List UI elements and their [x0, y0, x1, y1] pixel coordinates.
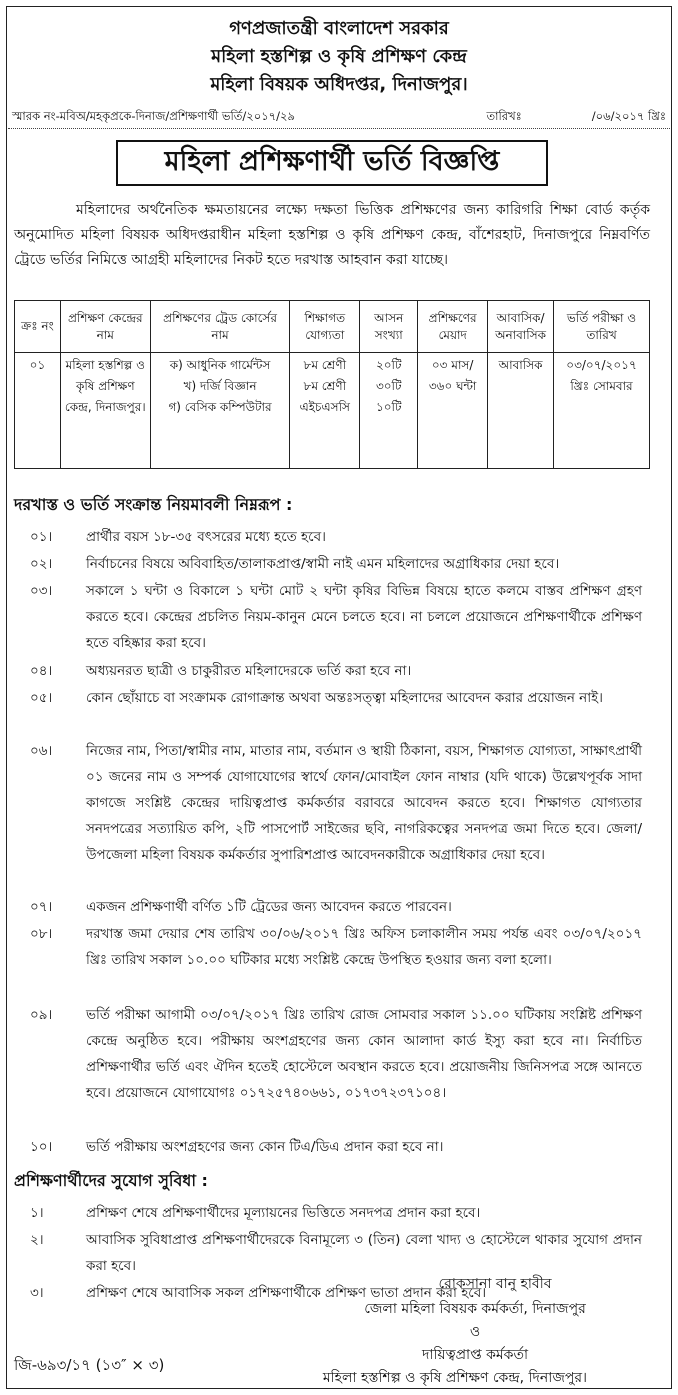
cell-serial: ০১ [15, 353, 61, 469]
rule-number: ০৪। [30, 663, 53, 679]
intro-paragraph: মহিলাদের অর্থনৈতিক ক্ষমতায়নের লক্ষ্যে দক্ষতা ভিত্তিক প্রশিক্ষণের জন্য কারিগরি শিক্ষা বোর্ড কর্তৃক অনুমোদিত মহিলা বিষয়ক অধিদপ্তরাধীন মহিলা হস্তশিল্প ও কৃষি প্রশিক্ষণ কেন্দ্র, বাঁশেরহাট, দিনাজপুরে নিম্নবর্ণিত ট্রেডে ভর্তির নিমিত্তে আগ্রহী মহিলাদের নিকট হতে দরখাস্ত আহবান করা যাচ্ছে। [14, 202, 650, 268]
seat-item: ৩০টি [375, 379, 402, 393]
signatory-office: মহিলা হস্তশিল্প ও কৃষি প্রশিক্ষণ কেন্দ্র, দিনাজপুর। [322, 1370, 588, 1386]
rule-number: ০৫। [30, 690, 53, 706]
rule-text: দরখাস্ত জমা দেয়ার শেষ তারিখ ৩০/০৬/২০১৭ খ্রিঃ অফিস চলাকালীন সময় পর্যন্ত এবং ০৩/০৭/২০১৭ খ্রিঃ তারিখ সকাল ১০.০০ ঘটিকার মধ্যে সংশ্লিষ্ট কেন্দ্রে উপস্থিত হওয়ার জন্য বলা হলো। [86, 926, 642, 968]
memo-number: স্মারক নং-মবিঅ/মহকৃপ্রকে-দিনাজ/প্রশিক্ষণার্থী ভর্তি/২০১৭/২৯ [12, 109, 295, 123]
rule-text: অধ্যয়নরত ছাত্রী ও চাকুরীরত মহিলাদেরকে ভর্তি করা হবে না। [86, 663, 412, 679]
signatory-name: রোকসানা বানু হাবীব [438, 1276, 552, 1292]
rule-text: সকালে ১ ঘন্টা ও বিকালে ১ ঘন্টা মোট ২ ঘন্টা কৃষির বিভিন্ন বিষয়ে হাতে কলমে বাস্তব প্রশিক্ষণ গ্রহণ করতে হবে। কেন্দ্রের প্রচলিত নিয়ম-কানুন মেনে চলতে হবে। না চললে প্রয়োজনে প্রশিক্ষণার্থীকে প্রশিক্ষণ হতে বহিষ্কার করা হবে। [86, 583, 642, 651]
seat-item: ২০টি [375, 358, 402, 372]
rule-number: ০৯। [30, 1007, 53, 1023]
benefits-heading: প্রশিক্ষণার্থীদের সুযোগ সুবিধা : [14, 1171, 208, 1190]
seat-item: ১০টি [375, 400, 402, 414]
date-value: /০৬/২০১৭ খ্রিঃ [591, 109, 666, 123]
cell-seats [360, 353, 418, 469]
benefit-number: ২। [30, 1232, 44, 1248]
signatory-designation: জেলা মহিলা বিষয়ক কর্মকর্তা, দিনাজপুর [364, 1301, 586, 1317]
benefit-text: প্রশিক্ষণ শেষে আবাসিক সকল প্রশিক্ষণার্থীকে প্রশিক্ষণ ভাতা প্রদান করা হবে। [86, 1285, 487, 1301]
qualification-item: এইচএসসি [299, 400, 350, 414]
govt-header: গণপ্রজাতন্ত্রী বাংলাদেশ সরকার [229, 18, 449, 39]
header-serial: ক্রঃ নং [15, 301, 61, 353]
header-divider [8, 128, 670, 129]
header-center: প্রশিক্ষণ কেন্দ্রের নাম [60, 301, 150, 353]
header-duration: প্রশিক্ষণের মেয়াদ [418, 301, 488, 353]
trade-item: গ) বেসিক কম্পিউটার [168, 400, 272, 414]
cell-residential: আবাসিক [488, 353, 554, 469]
cell-exam-date: ০৩/০৭/২০১৭ খ্রিঃ সোমবার [554, 353, 650, 469]
center-name-header: মহিলা হস্তশিল্প ও কৃষি প্রশিক্ষণ কেন্দ্র [211, 46, 467, 67]
cell-trades [150, 353, 290, 469]
rule-number: ০২। [30, 556, 53, 572]
table-row [15, 353, 650, 469]
rule-text: ভর্তি পরীক্ষা আগামী ০৩/০৭/২০১৭ খ্রিঃ তারিখ রোজ সোমবার সকাল ১১.০০ ঘটিকায় সংশ্লিষ্ট প্রশিক্ষণ কেন্দ্রে অনুষ্ঠিত হবে। পরীক্ষায় অংশগ্রহণের জন্য কোন আলাদা কার্ড ইস্যু করা হবে না। নির্বাচিত প্রশিক্ষণার্থীর ভর্তি এবং ঐদিন হতেই হোস্টেলে অবস্থান করতে হবে। প্রয়োজনীয় জিনিসপত্র সঙ্গে আনতে হবে। প্রয়োজনে যোগাযোগঃ ০১৭২৫৭৪০৬৬১, ০১৭৩৭২৩৭১০৪। [86, 1007, 642, 1101]
table-header-row [15, 301, 650, 353]
publication-reference: জি-৬৯৩/১৭ (১৩″ × ৩) [14, 1356, 165, 1374]
cell-qualifications [290, 353, 360, 469]
notice-title: মহিলা প্রশিক্ষণার্থী ভর্তি বিজ্ঞপ্তি [116, 140, 548, 186]
header-seats: আসন সংখ্যা [360, 301, 418, 353]
rule-text: একজন প্রশিক্ষণার্থী বর্ণিত ১টি ট্রেডের জন্য আবেদন করতে পারবেন। [86, 899, 452, 915]
rule-number: ১০। [30, 1139, 53, 1155]
rule-text: প্রার্থীর বয়স ১৮-৩৫ বৎসরের মধ্যে হতে হবে। [86, 529, 326, 545]
qualification-item: ৮ম শ্রেণী [303, 379, 347, 393]
cell-duration: ০৩ মাস/ ৩৬০ ঘন্টা [418, 353, 488, 469]
rule-text: ভর্তি পরীক্ষায় অংশগ্রহণের জন্য কোন টিএ/ডিএ প্রদান করা হবে না। [86, 1139, 444, 1155]
signatory-role: দায়িত্বপ্রাপ্ত কর্মকর্তা [421, 1347, 529, 1363]
header-qualification: শিক্ষাগত যোগ্যতা [290, 301, 360, 353]
rule-number: ০৮। [30, 926, 53, 942]
rule-text: কোন ছোঁয়াচে বা সংক্রামক রোগাক্রান্ত অথবা অন্তঃসত্ত্বা মহিলাদের আবেদন করার প্রয়োজন নাই। [86, 690, 603, 706]
cell-center: মহিলা হস্তশিল্প ও কৃষি প্রশিক্ষণ কেন্দ্র, দিনাজপুর। [60, 353, 150, 469]
benefit-number: ১। [30, 1205, 44, 1221]
signature-conjunction: ও [469, 1324, 481, 1340]
header-residential: আবাসিক/ অনাবাসিক [488, 301, 554, 353]
rule-number: ০৩। [30, 583, 53, 599]
benefit-text: প্রশিক্ষণ শেষে প্রশিক্ষণার্থীদের মূল্যায়নের ভিত্তিতে সনদপত্র প্রদান করা হবে। [86, 1205, 481, 1221]
rule-number: ০৬। [30, 743, 53, 759]
rule-number: ০৭। [30, 899, 53, 915]
qualification-item: ৮ম শ্রেণী [303, 358, 347, 372]
trade-item: ক) আধুনিক গার্মেন্টস [169, 358, 271, 372]
rule-number: ০১। [30, 529, 53, 545]
rule-text: নির্বাচনের বিষয়ে অবিবাহিত/তালাকপ্রাপ্ত/স্বামী নাই এমন মহিলাদের অগ্রাধিকার দেয়া হবে। [86, 556, 560, 572]
memo-date [487, 108, 667, 127]
rule-text: নিজের নাম, পিতা/স্বামীর নাম, মাতার নাম, বর্তমান ও স্থায়ী ঠিকানা, বয়স, শিক্ষাগত যোগ্যতা, সাক্ষাৎপ্রার্থী ০১ জনের নাম ও সম্পর্ক যোগাযোগের স্বার্থে ফোন/মোবাইল ফোন নাম্বার (যদি থাকে) উল্লেখপূর্বক সাদা কাগজে সংশ্লিষ্ট কেন্দ্রের দায়িত্বপ্রাপ্ত কর্মকর্তার বরাবরে আবেদন করতে হবে। শিক্ষাগত যোগ্যতার সনদপত্রের সত্যায়িত কপি, ২টি পাসপোর্ট সাইজের ছবি, নাগরিকত্বের সনদপত্র জমা দিতে হবে। জেলা/উপজেলা মহিলা বিষয়ক কর্মকর্তার সুপারিশপ্রাপ্ত আবেদনকারীকে অগ্রাধিকার দেয়া হবে। [86, 743, 642, 863]
header-exam: ভর্তি পরীক্ষা ও তারিখ [554, 301, 650, 353]
benefit-text: আবাসিক সুবিধাপ্রাপ্ত প্রশিক্ষণার্থীদেরকে বিনামূল্যে ৩ (তিন) বেলা খাদ্য ও হোস্টেলে থাকার সুযোগ প্রদান করা হবে। [86, 1232, 642, 1274]
department-header: মহিলা বিষয়ক অধিদপ্তর, দিনাজপুর। [210, 74, 468, 95]
trade-item: খ) দর্জি বিজ্ঞান [183, 379, 257, 393]
benefit-number: ৩। [30, 1285, 44, 1301]
rules-heading: দরখাস্ত ও ভর্তি সংক্রান্ত নিয়মাবলী নিম্নরূপ : [14, 495, 293, 514]
admission-table [14, 300, 650, 469]
header-trade: প্রশিক্ষণের ট্রেড কোর্সের নাম [150, 301, 290, 353]
date-label: তারিখঃ [486, 109, 522, 123]
